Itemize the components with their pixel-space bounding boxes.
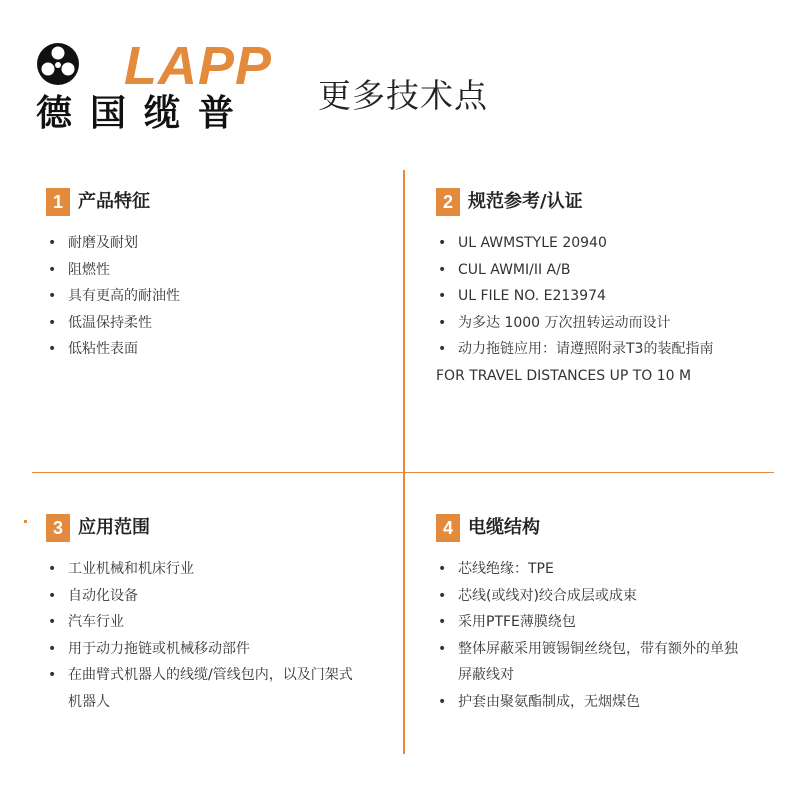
- section-cable-structure: [436, 514, 776, 754]
- bullet-icon: •: [438, 561, 447, 577]
- page-title: 更多技术点: [318, 76, 488, 115]
- header: [0, 0, 800, 150]
- logo-chinese-name: 德国缆普: [36, 93, 253, 134]
- section-title: 应用范围: [78, 517, 150, 538]
- list-item: [46, 257, 180, 284]
- list-item-text: 动力拖链应用：请遵照附录T3的装配指南: [458, 341, 714, 357]
- list-item-text: 低粘性表面: [68, 341, 138, 357]
- list-item-text: 芯线(或线对)绞合成层或成束: [458, 587, 637, 604]
- list-item-text: 低温保持柔性: [68, 314, 152, 331]
- horizontal-divider: [32, 472, 774, 473]
- lapp-logo[interactable]: [32, 36, 273, 136]
- bullet-icon: •: [438, 587, 447, 604]
- section-title: 电缆结构: [468, 517, 540, 538]
- list-item-text: 耐磨及耐划: [68, 235, 138, 251]
- list-item-text: 用于动力拖链或机械移动部件: [68, 640, 250, 657]
- list-item-text: 为多达 1000 万次扭转运动而设计: [458, 314, 671, 331]
- section-application-range: [46, 514, 386, 754]
- list-item: [46, 283, 180, 310]
- list-item: [436, 257, 713, 284]
- section-header: [436, 188, 776, 216]
- list-item: [436, 636, 738, 689]
- list-item: [436, 583, 738, 610]
- list-item-text: UL FILE NO. E213974: [458, 288, 606, 304]
- list-item: [436, 609, 738, 636]
- list-item: [436, 310, 713, 337]
- list-item-text: UL AWMSTYLE 20940: [458, 235, 607, 251]
- structure-list: [436, 556, 738, 715]
- logo-wordmark: LAPP: [124, 36, 273, 96]
- list-item: [46, 583, 353, 610]
- bullet-icon: •: [48, 235, 57, 251]
- section-product-features: [46, 188, 386, 448]
- bullet-icon: •: [48, 314, 57, 331]
- list-item: [46, 336, 180, 363]
- list-item-text: 在曲臂式机器人的线缆/管线包内，以及门架式: [68, 667, 353, 683]
- list-item-text: 自动化设备: [68, 587, 138, 604]
- list-item-text: CUL AWMI/II A/B: [458, 261, 571, 278]
- bullet-icon: •: [48, 341, 57, 357]
- cable-cross-section-icon: [36, 42, 80, 86]
- section-header: [46, 188, 386, 216]
- list-item-text: 采用PTFE薄膜绕包: [458, 614, 576, 630]
- list-item-text: 具有更高的耐油性: [68, 288, 180, 304]
- list-item: [436, 556, 738, 583]
- section-standards-certifications: [436, 188, 776, 448]
- list-item: [46, 609, 353, 636]
- section-title: 规范参考/认证: [468, 191, 583, 212]
- bullet-icon: •: [48, 288, 57, 304]
- list-item: [46, 662, 353, 715]
- list-item-text: 阻燃性: [68, 261, 110, 278]
- bullet-icon: •: [438, 235, 447, 251]
- bullet-icon: •: [438, 693, 447, 710]
- section-number-badge: 1: [46, 188, 70, 216]
- list-item-continuation: 机器人: [68, 693, 110, 710]
- bullet-icon: •: [438, 614, 447, 630]
- list-item-text: 工业机械和机床行业: [68, 561, 194, 577]
- bullet-icon: •: [48, 640, 57, 657]
- bullet-icon: •: [438, 341, 447, 357]
- list-item-text: 整体屏蔽采用镀锡铜丝绕包，带有额外的单独: [458, 640, 738, 657]
- bullet-icon: •: [48, 261, 57, 278]
- bullet-icon: •: [438, 640, 447, 657]
- list-item-text: 护套由聚氨酯制成，无烟煤色: [458, 693, 640, 710]
- application-list: [46, 556, 353, 715]
- bullet-icon: •: [438, 288, 447, 304]
- list-item-continuation: FOR TRAVEL DISTANCES UP TO 10 M: [436, 367, 692, 384]
- list-item-text: 芯线绝缘：TPE: [458, 561, 554, 577]
- bullet-icon: •: [438, 314, 447, 331]
- bullet-icon: •: [48, 561, 57, 577]
- section-header: [46, 514, 386, 542]
- feature-list: [46, 230, 180, 363]
- list-item-text: 汽车行业: [68, 614, 124, 630]
- list-item: [436, 230, 713, 257]
- list-item-continuation: 屏蔽线对: [458, 667, 514, 683]
- list-item: [46, 310, 180, 337]
- bullet-icon: •: [438, 261, 447, 278]
- list-item: [436, 689, 738, 716]
- decorative-dot: [24, 520, 27, 523]
- list-item: [436, 336, 713, 389]
- vertical-divider: [403, 170, 405, 754]
- section-title: 产品特征: [78, 191, 150, 212]
- list-item: [46, 556, 353, 583]
- list-item: [46, 230, 180, 257]
- bullet-icon: •: [48, 614, 57, 630]
- list-item: [46, 636, 353, 663]
- section-number-badge: 4: [436, 514, 460, 542]
- certification-list: [436, 230, 713, 389]
- bullet-icon: •: [48, 667, 57, 683]
- section-header: [436, 514, 776, 542]
- section-number-badge: 2: [436, 188, 460, 216]
- list-item: [436, 283, 713, 310]
- section-number-badge: 3: [46, 514, 70, 542]
- bullet-icon: •: [48, 587, 57, 604]
